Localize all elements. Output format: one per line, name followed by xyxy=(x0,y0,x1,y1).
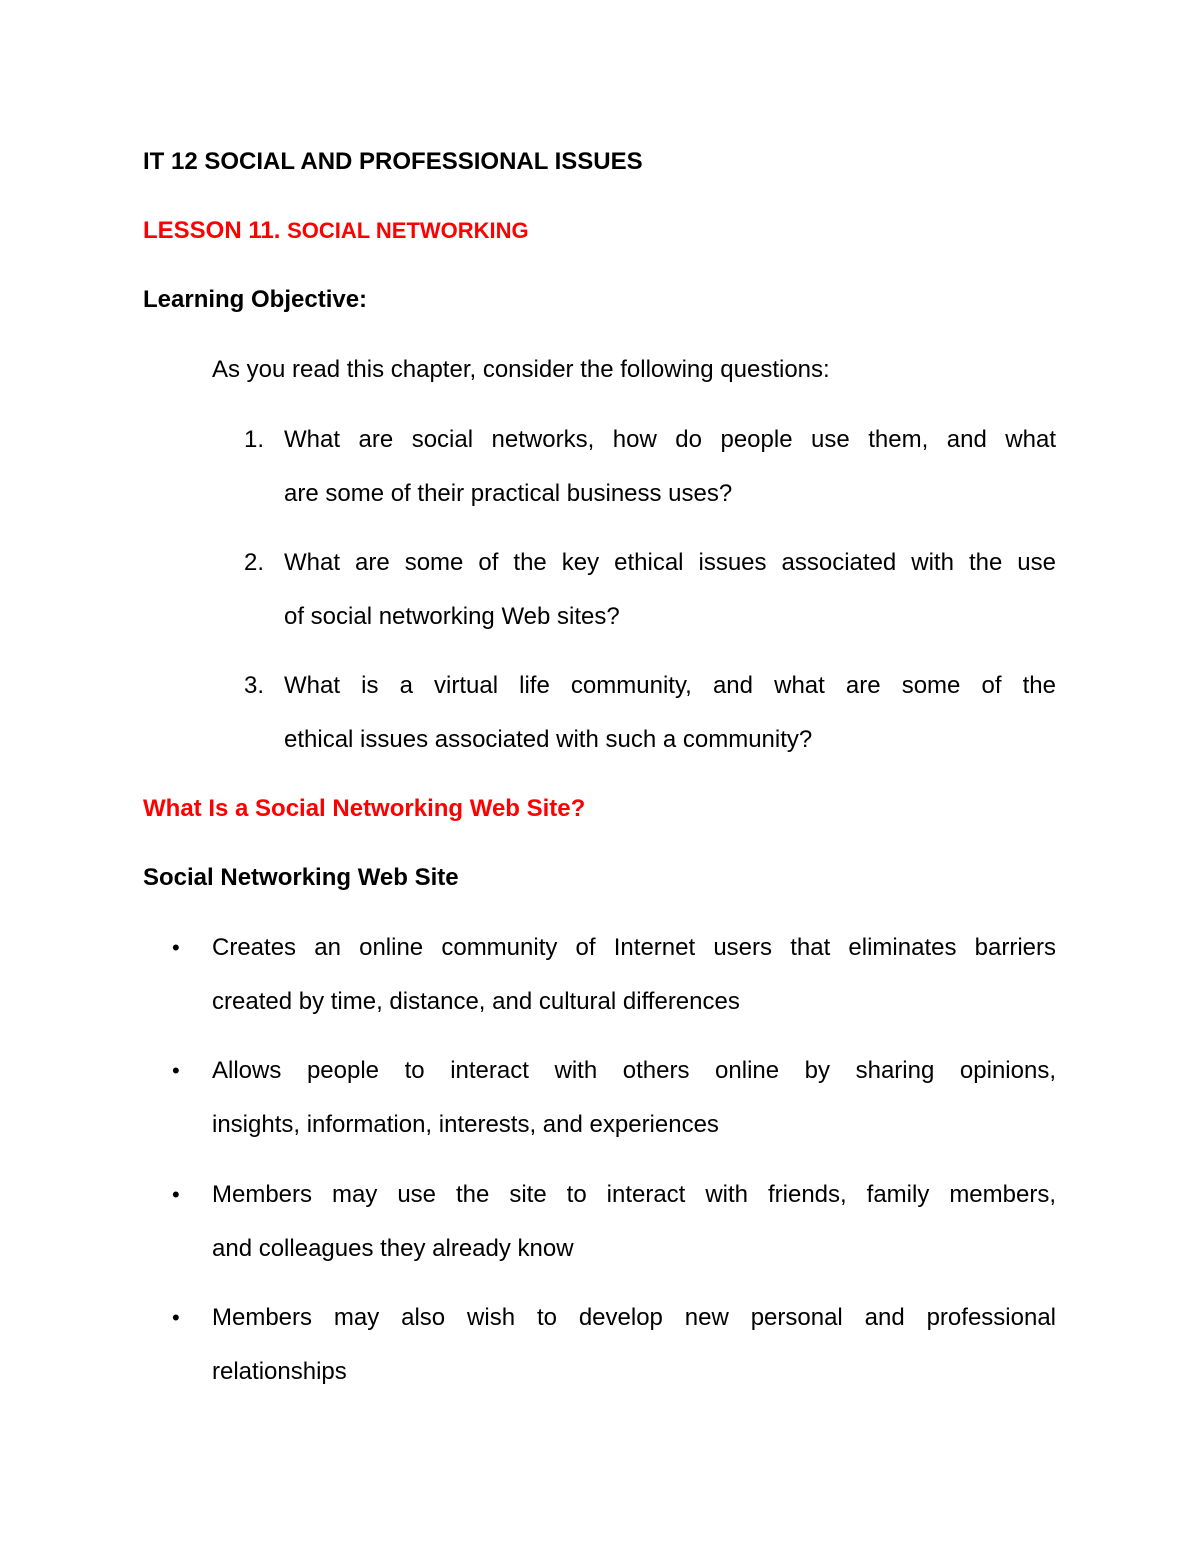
question-number: 2. xyxy=(244,549,265,576)
question-2-line-2: of social networking Web sites? xyxy=(284,603,620,630)
lesson-number: LESSON 11. xyxy=(143,217,281,244)
learning-objective-intro: As you read this chapter, consider the following questions: xyxy=(212,356,830,383)
question-1-line-1: What are social networks, how do people use them, and what xyxy=(284,426,1056,453)
bullet-1-line-1: Creates an online community of Internet users that eliminates barriers xyxy=(212,934,1056,961)
bullet-icon: • xyxy=(172,1305,180,1330)
question-number: 1. xyxy=(244,426,265,453)
bullet-1-line-2: created by time, distance, and cultural differences xyxy=(212,988,740,1015)
question-number: 3. xyxy=(244,672,265,699)
lesson-heading xyxy=(143,216,529,246)
course-title: IT 12 SOCIAL AND PROFESSIONAL ISSUES xyxy=(143,148,643,175)
question-2-line-1: What are some of the key ethical issues associated with the use xyxy=(284,549,1056,576)
bullet-4-line-2: relationships xyxy=(212,1358,347,1385)
question-3-line-2: ethical issues associated with such a community? xyxy=(284,726,813,753)
bullet-2-line-2: insights, information, interests, and experiences xyxy=(212,1111,719,1138)
bullet-icon: • xyxy=(172,935,180,960)
bullet-3-line-1: Members may use the site to interact with friends, family members, xyxy=(212,1181,1056,1208)
bullet-4-line-1: Members may also wish to develop new personal and professional xyxy=(212,1304,1056,1331)
bullet-2-line-1: Allows people to interact with others online by sharing opinions, xyxy=(212,1057,1056,1084)
bullet-3-line-2: and colleagues they already know xyxy=(212,1235,574,1262)
question-3-line-1: What is a virtual life community, and what are some of the xyxy=(284,672,1056,699)
learning-objective-heading: Learning Objective: xyxy=(143,286,368,313)
section-heading: What Is a Social Networking Web Site? xyxy=(143,795,586,822)
bullet-icon: • xyxy=(172,1058,180,1083)
section-subheading: Social Networking Web Site xyxy=(143,864,459,891)
bullet-icon: • xyxy=(172,1182,180,1207)
lesson-title: SOCIAL NETWORKING xyxy=(287,218,529,243)
question-1-line-2: are some of their practical business uses? xyxy=(284,480,733,507)
